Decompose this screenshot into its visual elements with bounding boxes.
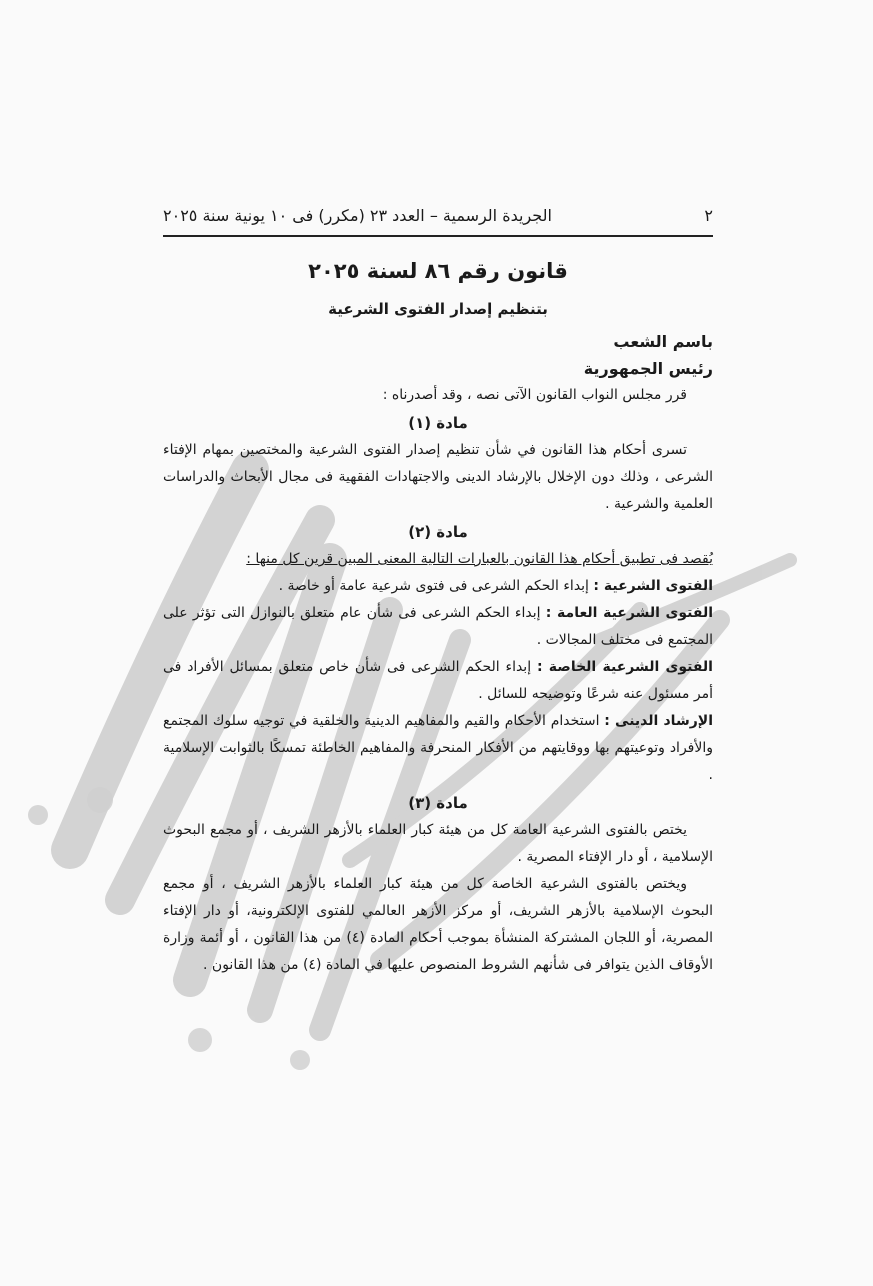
in-name-of-people: باسم الشعب xyxy=(613,332,713,351)
definition-item xyxy=(163,654,713,708)
header-divider xyxy=(163,235,713,237)
definition-item xyxy=(163,600,713,654)
law-subtitle: بتنظيم إصدار الفتوى الشرعية xyxy=(328,300,548,318)
article-3-paragraph-1: يختص بالفتوى الشرعية العامة كل من هيئة كبار العلماء بالأزهر الشريف ، أو مجمع البحوث الإسلامية ، أو دار الإفتاء المصرية . xyxy=(163,822,713,865)
article-3-paragraph-2: ويختص بالفتوى الشرعية الخاصة كل من هيئة كبار العلماء بالأزهر الشريف ، أو مجمع البحوث الإسلامية بالأزهر الشريف، أو مركز الأزهر العالمي للفتوى الإلكترونية، أو دار الإفتاء المصرية، أو اللجان المشتركة المنشأة بموجب أحكام المادة (٤) من هذا القانون ، أو أئمة وزارة الأوقاف الذين يتوافر فى شأنهم الشروط المنصوص عليها في المادة (٤) من هذا القانون . xyxy=(163,876,713,973)
definition-term: الفتوى الشرعية الخاصة : xyxy=(536,659,713,675)
definition-term: الفتوى الشرعية : xyxy=(593,578,713,594)
definition-item xyxy=(163,708,713,789)
definition-text: إبداء الحكم الشرعى فى فتوى شرعية عامة أو خاصة . xyxy=(278,578,594,594)
definition-item xyxy=(163,573,713,600)
definition-text: إبداء الحكم الشرعى فى شأن خاص متعلق بمسائل الأفراد فى أمر مسئول عنه شرعًا وتوضيحه للسائل . xyxy=(163,659,713,702)
gazette-issue-line: الجريدة الرسمية – العدد ٢٣ (مكرر) فى ١٠ يونية سنة ٢٠٢٥ xyxy=(163,205,552,225)
article-3-heading: مادة (٣) xyxy=(408,794,468,812)
definition-term: الإرشاد الدينى : xyxy=(604,713,713,729)
definition-term: الفتوى الشرعية العامة : xyxy=(545,605,714,621)
president-heading: رئيس الجمهورية xyxy=(583,359,713,378)
definition-text: إبداء الحكم الشرعى فى شأن عام متعلق بالنوازل التى تؤثر على المجتمع فى مختلف المجالات . xyxy=(163,605,713,648)
law-title: قانون رقم ٨٦ لسنة ٢٠٢٥ xyxy=(308,259,568,283)
article-1-heading: مادة (١) xyxy=(408,414,468,432)
definition-text: استخدام الأحكام والقيم والمفاهيم الدينية والخلقية في توجيه سلوك المجتمع والأفراد وتوعيتهم بها ووقايتهم من الأفكار المنحرفة والمفاهيم الخاطئة تمسكًا بالثوابت الإسلامية . xyxy=(163,713,713,783)
article-1-text: تسرى أحكام هذا القانون في شأن تنظيم إصدار الفتوى الشرعية والمختصين بمهام الإفتاء الشرعى ، وذلك دون الإخلال بالإرشاد الدينى والاجتهادات الفقهية فى مجال الأبحاث والدراسات العلمية والشرعية . xyxy=(163,442,713,512)
page-header xyxy=(163,200,713,230)
law-body xyxy=(163,252,713,979)
preamble: قرر مجلس النواب القانون الآتى نصه ، وقد أصدرناه : xyxy=(382,387,687,403)
page-number: ٢ xyxy=(704,205,713,225)
article-2-heading: مادة (٢) xyxy=(408,523,468,541)
article-2-intro: يُقصد فى تطبيق أحكام هذا القانون بالعبارات التالية المعنى المبين قرين كل منها : xyxy=(246,551,713,567)
